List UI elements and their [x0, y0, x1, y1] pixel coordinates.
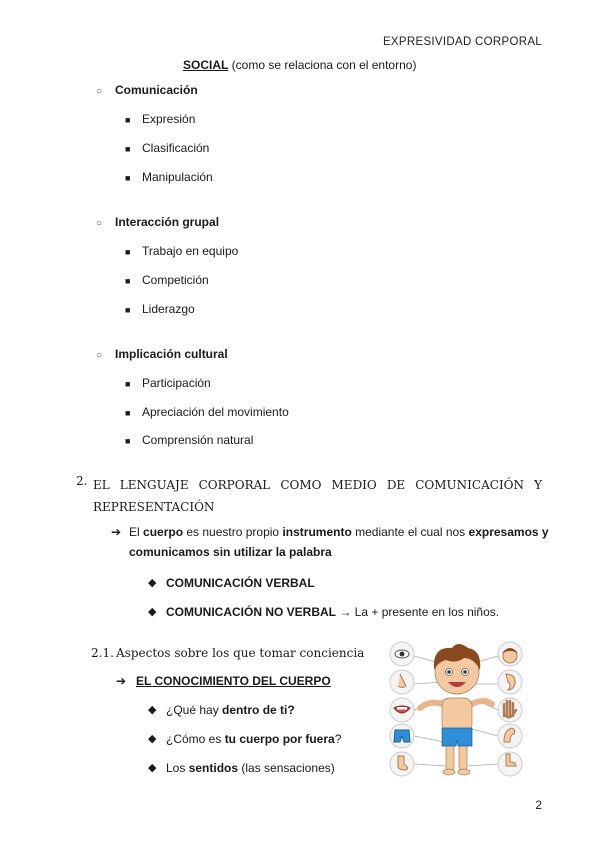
circle-bullet-icon: ○	[96, 350, 103, 361]
text: ¿Qué hay	[166, 703, 223, 717]
text: es nuestro propio	[183, 525, 283, 539]
hand-icon	[498, 698, 522, 722]
text: Los	[166, 761, 189, 775]
face-icon	[498, 642, 522, 666]
square-bullet-icon: ■	[125, 436, 131, 446]
title-word: DE	[386, 478, 406, 492]
body-line-1	[129, 525, 549, 539]
square-bullet-icon: ■	[125, 247, 131, 257]
subsection-number: 2.1.	[91, 646, 114, 660]
list-item: Manipulación	[142, 170, 213, 184]
list-item: Comprensión natural	[142, 433, 254, 447]
square-bullet-icon: ■	[125, 379, 131, 389]
bold-text: dentro de ti?	[222, 703, 295, 717]
list-item: Apreciación del movimiento	[142, 405, 289, 419]
boy-figure	[420, 644, 492, 775]
title-word: EL	[93, 478, 110, 492]
title-word: LENGUAJE	[119, 478, 189, 492]
bullet-verbal: COMUNICACIÓN VERBAL	[166, 576, 315, 590]
list-item: Clasificación	[142, 141, 210, 155]
text: (las sensaciones)	[238, 761, 335, 775]
square-bullet-icon: ■	[125, 276, 131, 286]
body-parts-illustration	[386, 638, 528, 782]
circle-bullet-icon: ○	[96, 86, 103, 97]
group-title-interaccion: Interacción grupal	[115, 215, 220, 229]
arm-icon	[498, 724, 522, 748]
square-bullet-icon: ■	[125, 115, 131, 125]
subhead-conocimiento: EL CONOCIMIENTO DEL CUERPO	[136, 674, 331, 688]
title-word: Y	[534, 478, 542, 492]
group-title-implicacion: Implicación cultural	[115, 347, 228, 361]
list-item: Expresión	[142, 112, 196, 126]
square-bullet-icon: ■	[125, 408, 131, 418]
text: ?	[334, 732, 342, 746]
leg-icon	[498, 752, 522, 776]
mouth-icon	[390, 698, 414, 722]
page-number: 2	[535, 798, 542, 812]
page-header: EXPRESIVIDAD CORPORAL	[382, 36, 542, 48]
bold-text: expresamos y	[468, 525, 549, 539]
title-word: COMUNICACIÓN	[415, 478, 525, 492]
text: ¿Cómo es	[166, 732, 225, 746]
diamond-bullet-icon: ◆	[148, 577, 157, 589]
eye-icon	[390, 642, 414, 666]
bullet-no-verbal	[166, 605, 499, 619]
bold-text: tu cuerpo por fuera	[224, 732, 335, 746]
list-item	[166, 732, 341, 746]
arrow-right-icon: ➔	[116, 674, 127, 688]
list-item	[166, 703, 295, 717]
title-word: CORPORAL	[198, 478, 271, 492]
diamond-bullet-icon: ◆	[148, 704, 157, 716]
body-line-2: comunicamos sin utilizar la palabra	[129, 545, 332, 559]
square-bullet-icon: ■	[125, 144, 131, 154]
foot-icon	[390, 752, 414, 776]
bold-text: cuerpo	[143, 525, 184, 539]
section-number: 2.	[76, 474, 88, 488]
nose-icon	[390, 670, 414, 694]
group-title-comunicacion: Comunicación	[115, 83, 198, 97]
subsection-title: Aspectos sobre los que tomar conciencia	[116, 646, 365, 660]
list-item	[166, 761, 335, 775]
social-description: (como se relaciona con el entorno)	[228, 58, 417, 72]
list-item: Competición	[142, 273, 209, 287]
diamond-bullet-icon: ◆	[148, 733, 157, 745]
bold-text: instrumento	[282, 525, 352, 539]
bold-text: COMUNICACIÓN NO VERBAL	[166, 605, 336, 619]
shorts-icon	[390, 724, 414, 748]
arrow-right-icon: ➔	[111, 525, 122, 539]
diamond-bullet-icon: ◆	[148, 762, 157, 774]
diamond-bullet-icon: ◆	[148, 606, 157, 618]
social-label: SOCIAL	[183, 58, 229, 72]
title-word: COMO	[280, 478, 322, 492]
text: → La + presente en los niños.	[336, 605, 500, 619]
list-item: Liderazgo	[142, 302, 195, 316]
square-bullet-icon: ■	[125, 173, 131, 183]
title-line-2: REPRESENTACIÓN	[93, 500, 215, 514]
ear-icon	[498, 670, 522, 694]
title-word: MEDIO	[331, 478, 377, 492]
bold-text: sentidos	[188, 761, 239, 775]
text: mediante el cual nos	[351, 525, 469, 539]
social-heading	[183, 58, 416, 72]
list-item: Participación	[142, 376, 211, 390]
text: El	[129, 525, 144, 539]
square-bullet-icon: ■	[125, 305, 131, 315]
section-title	[93, 474, 542, 518]
list-item: Trabajo en equipo	[142, 244, 239, 258]
circle-bullet-icon: ○	[96, 218, 103, 229]
